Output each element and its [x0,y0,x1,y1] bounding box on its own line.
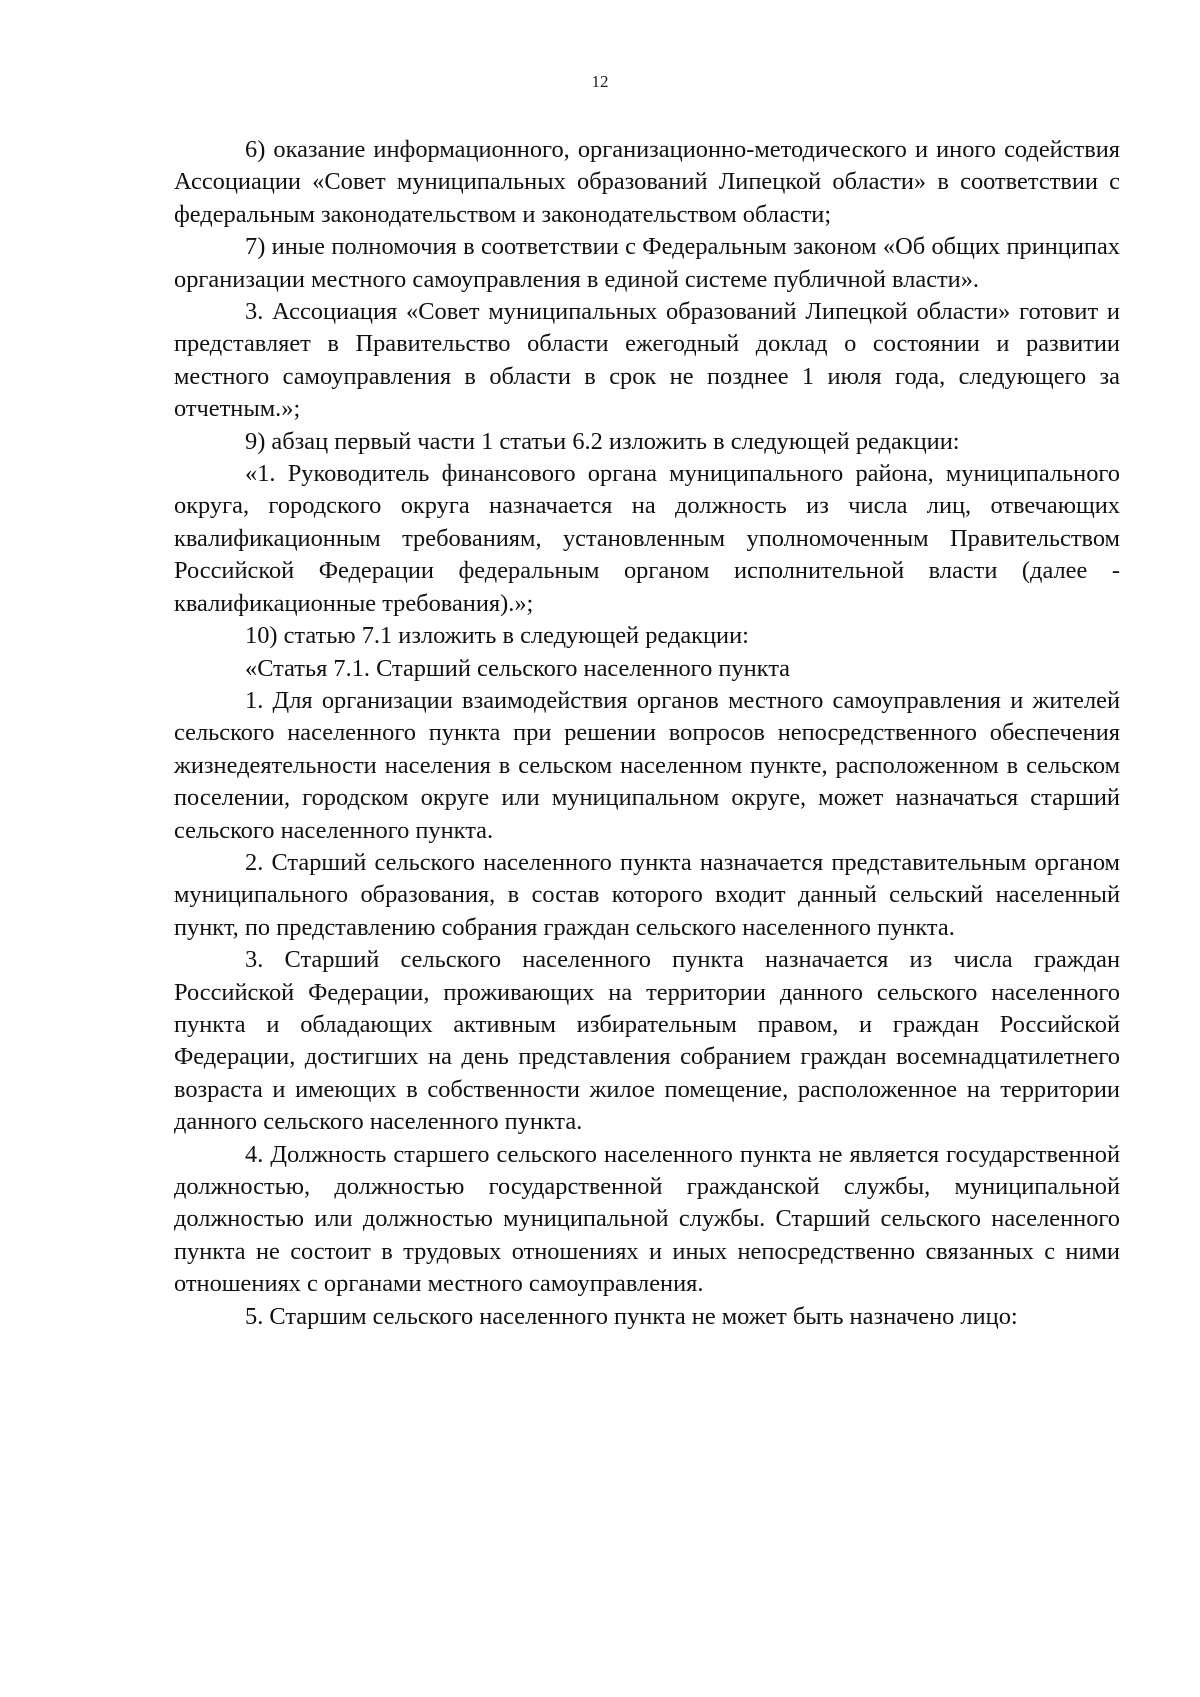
paragraph-amendment-10: 10) статью 7.1 изложить в следующей редакции: [245,622,749,650]
article-part-5: 5. Старшим сельского населенного пункта не может быть назначено лицо: [245,1302,1018,1330]
document-body [174,134,1120,1333]
paragraph-financial-authority: «1. Руководитель финансового органа муниципального района, муниципального округа, городского округа назначается на должность из числа лиц, отвечающих квалификационным требованиям, установленным уполномоченным Правительством Российской Федерации федеральным органом исполнительной власти (далее - квалификационные требования).»; [174,460,1120,617]
paragraph-item-7: 7) иные полномочия в соответствии с Федеральным законом «Об общих принципах организации местного самоуправления в единой системе публичной власти». [174,233,1120,293]
page-number: 12 [591,72,609,91]
article-part-1: 1. Для организации взаимодействия органов местного самоуправления и жителей сельского населенного пункта при решении вопросов непосредственного обеспечения жизнедеятельности населения в сельском населенном пункте, расположенном в сельском поселении, городском округе или муниципальном округе, может назначаться старший сельского населенного пункта. [174,686,1120,844]
paragraph-item-6: 6) оказание информационного, организационно-методического и иного содействия Ассоциации «Совет муниципальных образований Липецкой области» в соответствии с федеральным законодательством и законодательством области; [174,136,1120,228]
paragraph-part-3: 3. Ассоциация «Совет муниципальных образований Липецкой области» готовит и представляет в Правительство области ежегодный доклад о состоянии и развитии местного самоуправления в области в срок не позднее 1 июля года, следующего за отчетным.»; [174,298,1120,423]
article-part-3: 3. Старший сельского населенного пункта назначается из числа граждан Российской Федерации, проживающих на территории данного сельского населенного пункта и обладающих активным избирательным правом, и граждан Российской Федерации, достигших на день представления собранием граждан восемнадцатилетнего возраста и имеющих в собственности жилое помещение, расположенное на территории данного сельского населенного пункта. [174,946,1120,1136]
article-part-2: 2. Старший сельского населенного пункта назначается представительным органом муниципального образования, в состав которого входит данный сельский населенный пункт, по представлению собрания граждан сельского населенного пункта. [174,848,1120,941]
article-part-4: 4. Должность старшего сельского населенного пункта не является государственной должностью, должностью государственной гражданской службы, муниципальной должностью или должностью муниципальной службы. Старший сельского населенного пункта не состоит в трудовых отношениях и иных непосредственно связанных с ними отношениях с органами местного самоуправления. [174,1140,1120,1298]
article-heading: «Статья 7.1. Старший сельского населенного пункта [245,654,790,682]
paragraph-amendment-9: 9) абзац первый части 1 статьи 6.2 изложить в следующей редакции: [245,427,960,455]
